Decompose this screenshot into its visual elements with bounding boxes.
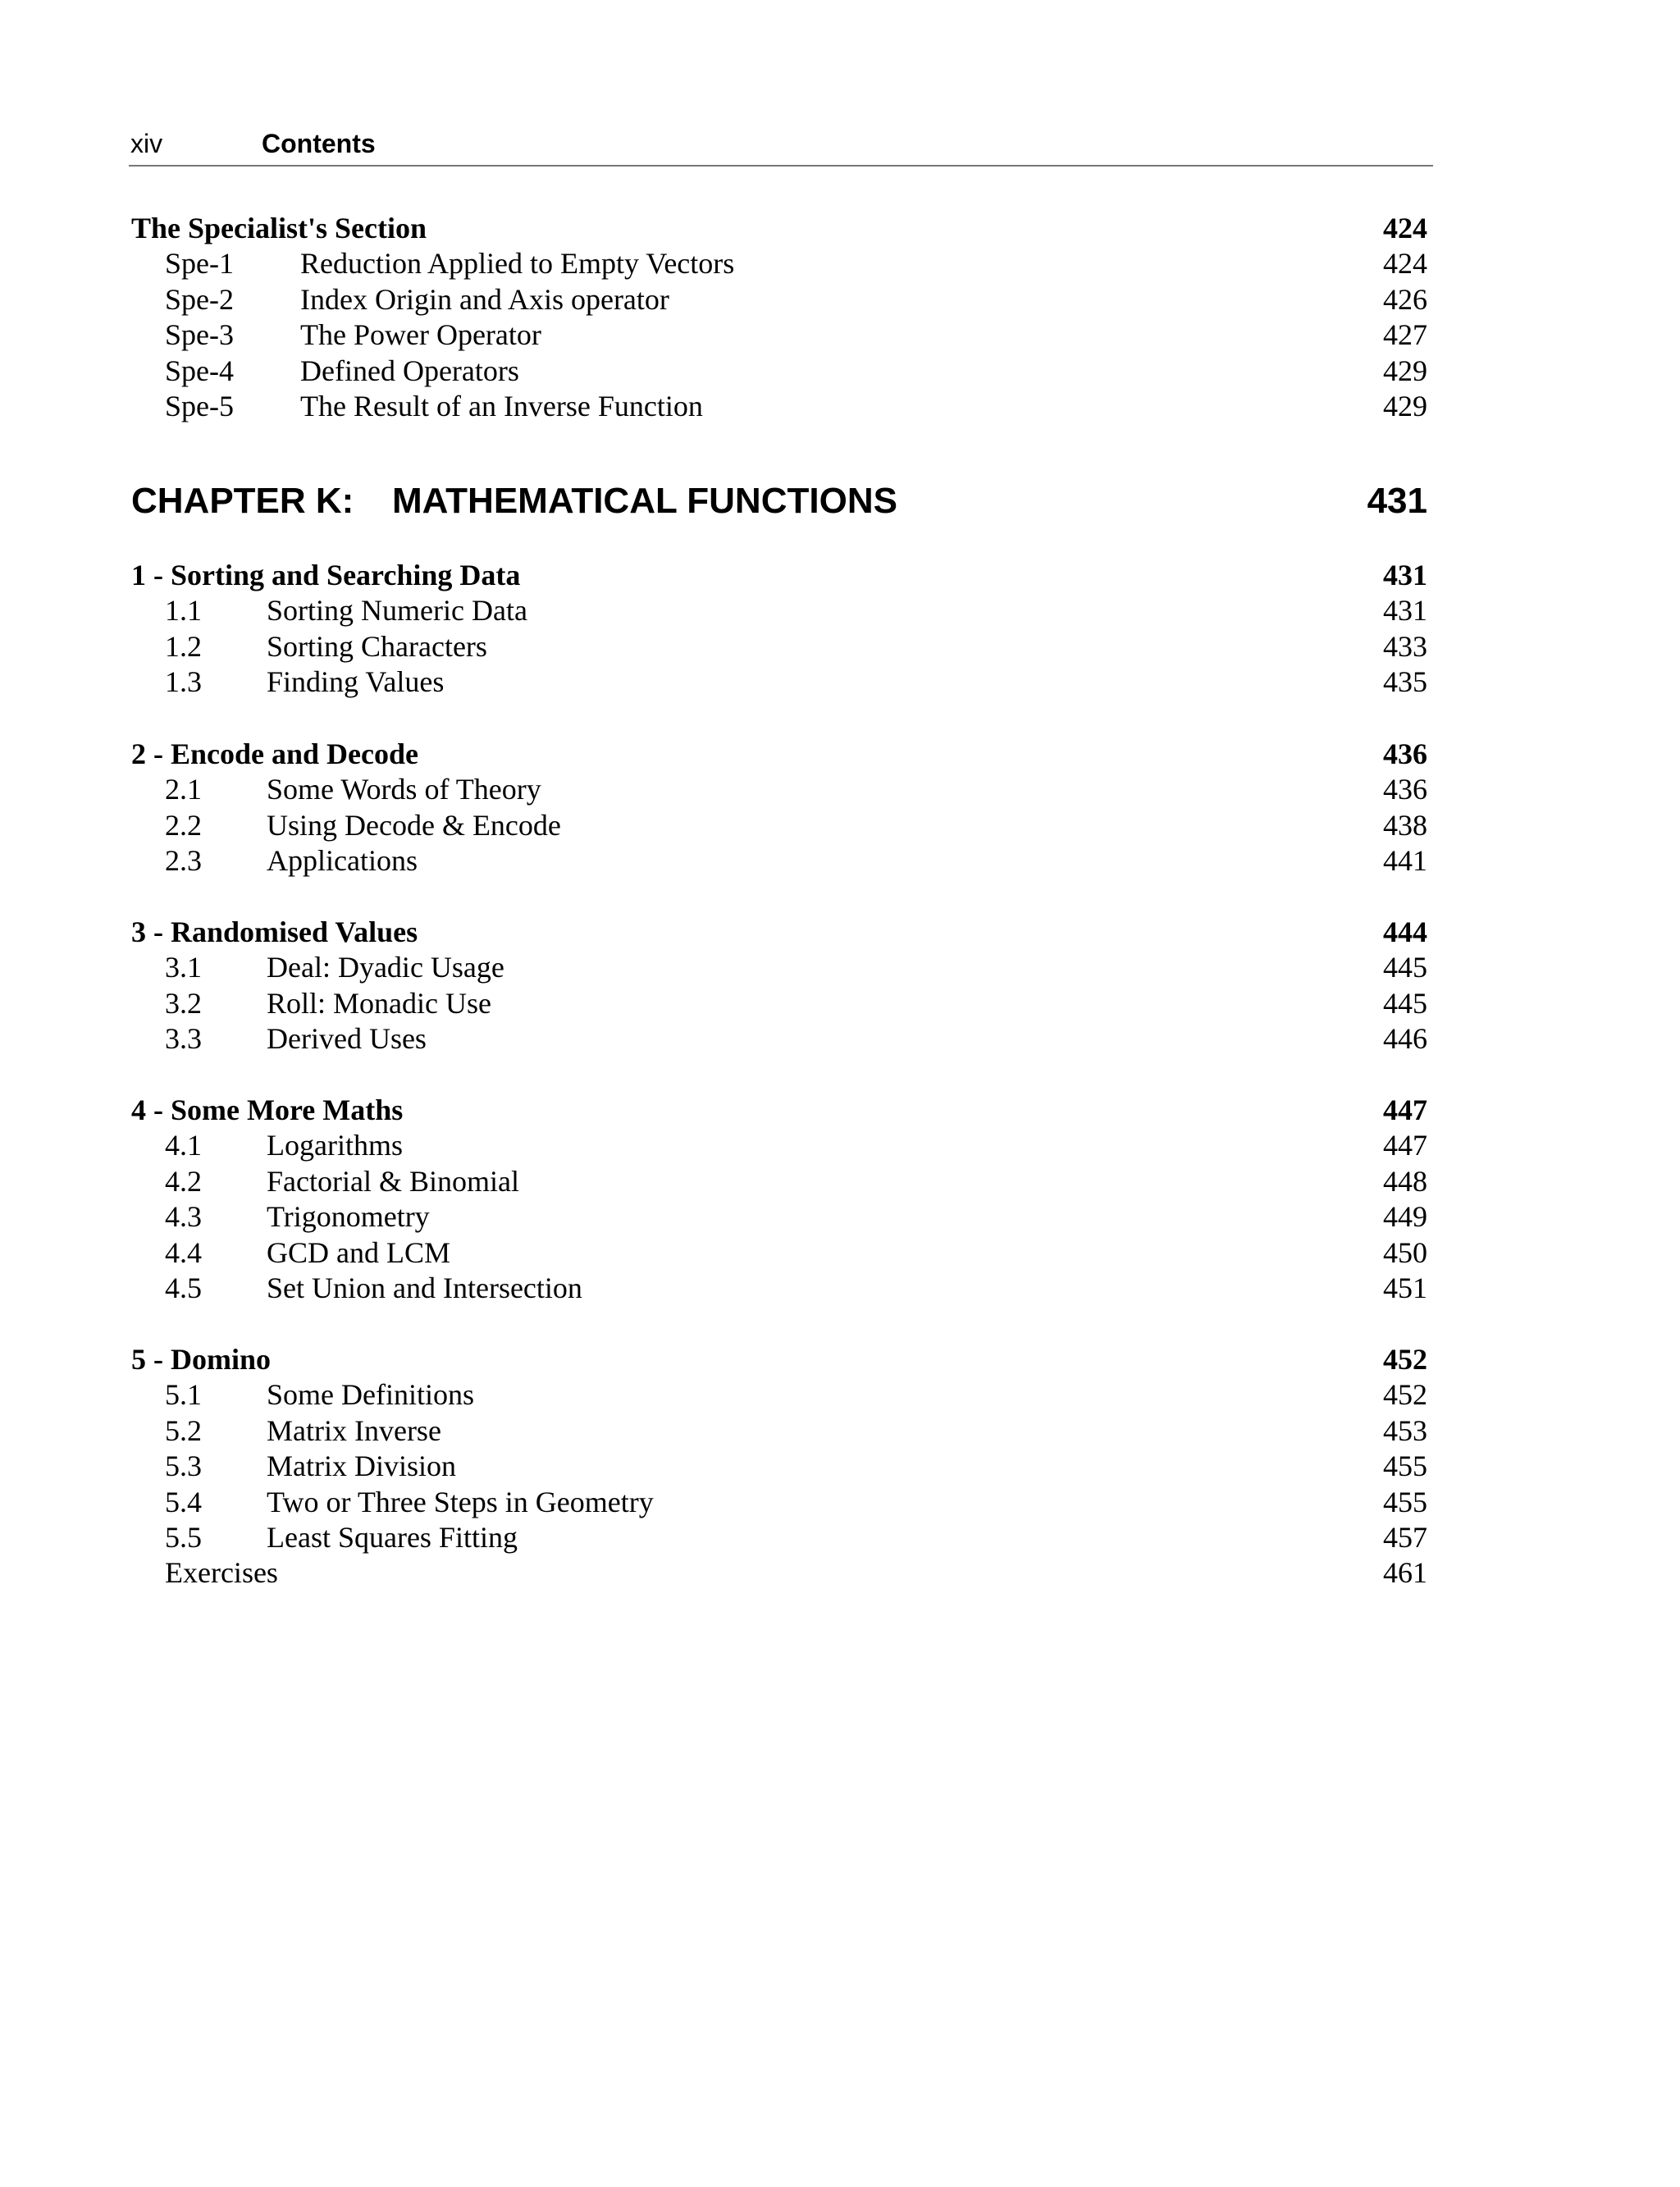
running-title: Contents [262, 129, 376, 158]
toc-section-heading [131, 1093, 1427, 1128]
chapter-title: MATHEMATICAL FUNCTIONS [392, 481, 897, 521]
toc-entry-number: Spe-5 [165, 389, 234, 422]
toc-page-number: 453 [1383, 1413, 1427, 1447]
toc-entry-number: 4.5 [165, 1271, 202, 1304]
toc-section-title: 1 - Sorting and Searching Data [131, 559, 521, 591]
toc-page-number: 455 [1383, 1450, 1427, 1483]
toc-entry-title: Set Union and Intersection [267, 1271, 582, 1304]
toc-page-number: 447 [1383, 1129, 1427, 1162]
toc-entry-number: 4.2 [165, 1164, 202, 1198]
toc-entry-title: Reduction Applied to Empty Vectors [300, 247, 735, 281]
toc-page-number: 451 [1383, 1271, 1427, 1304]
toc-entry-number: 1.2 [165, 629, 202, 663]
toc-entry-number: Spe-3 [165, 318, 234, 352]
toc-entry-number: 3.2 [165, 986, 202, 1020]
toc-entry [131, 1520, 1427, 1555]
toc-page-number: 450 [1383, 1235, 1427, 1269]
toc-section-4 [131, 1093, 1427, 1306]
toc-entry-title: Applications [267, 844, 418, 878]
toc-entry-title: Factorial & Binomial [267, 1164, 519, 1198]
toc-page-number: 436 [1383, 773, 1427, 806]
toc-page-number: 445 [1383, 951, 1427, 984]
toc-page-number: 429 [1383, 389, 1427, 422]
toc-entry [131, 1021, 1427, 1057]
toc-page-number: 455 [1383, 1485, 1427, 1518]
toc-entry-number: 5.4 [165, 1485, 202, 1518]
toc-page-number: 429 [1383, 354, 1427, 387]
toc-entry-title: Trigonometry [267, 1200, 430, 1234]
toc-page-number: 431 [1383, 559, 1427, 591]
toc-section-title: 5 - Domino [131, 1343, 271, 1376]
toc-entry-title: Roll: Monadic Use [267, 986, 491, 1020]
toc-entry [131, 808, 1427, 843]
toc-entry-title: GCD and LCM [267, 1235, 450, 1269]
chapter-heading [131, 478, 1427, 524]
toc-entry [131, 317, 1427, 353]
toc-entry-title: Using Decode & Encode [267, 808, 561, 842]
toc-entry-title: Matrix Division [267, 1450, 456, 1483]
toc-page-number: 452 [1383, 1378, 1427, 1412]
toc-page-number: 424 [1383, 247, 1427, 281]
toc-entry-title: Matrix Inverse [267, 1413, 441, 1447]
toc-section-heading [131, 211, 1427, 246]
toc-page-number: 457 [1383, 1520, 1427, 1554]
toc-page-number: 452 [1383, 1343, 1427, 1376]
toc-entry [131, 664, 1427, 700]
toc-section-3 [131, 915, 1427, 1057]
toc-page-number: 448 [1383, 1164, 1427, 1198]
toc-section-heading [131, 915, 1427, 950]
toc-entry [131, 1235, 1427, 1271]
toc-section-heading [131, 737, 1427, 772]
toc-entry-number: 2.1 [165, 773, 202, 806]
toc-page-number: 441 [1383, 844, 1427, 878]
toc-entry [131, 772, 1427, 807]
toc-entry-title: Two or Three Steps in Geometry [267, 1485, 654, 1518]
toc-section-5 [131, 1342, 1427, 1591]
toc-page-number: 426 [1383, 282, 1427, 316]
toc-page-number: 436 [1383, 737, 1427, 770]
toc-entry-number: 1.3 [165, 665, 202, 699]
toc-section-heading [131, 558, 1427, 593]
toc-entry-number: 5.5 [165, 1520, 202, 1554]
toc-page-number: 438 [1383, 808, 1427, 842]
specialist-section [131, 211, 1427, 424]
toc-page-number: 445 [1383, 986, 1427, 1020]
toc-entry [131, 354, 1427, 389]
toc-entry-title: Logarithms [267, 1129, 403, 1162]
toc-entry-number: 3.1 [165, 951, 202, 984]
toc-entry-title: Defined Operators [300, 354, 519, 387]
toc-entry-title: Exercises [165, 1556, 278, 1590]
toc-entry [131, 1413, 1427, 1449]
toc-page-number: 435 [1383, 665, 1427, 699]
toc-entry [131, 593, 1427, 628]
toc-section-title: 3 - Randomised Values [131, 915, 418, 948]
toc-page-number: 461 [1383, 1556, 1427, 1590]
toc-page-number: 427 [1383, 318, 1427, 352]
toc-entry [131, 950, 1427, 985]
toc-page-number: 424 [1383, 212, 1427, 244]
toc-entry [131, 986, 1427, 1021]
toc-entry-number: 3.3 [165, 1022, 202, 1056]
page-number: xiv [130, 129, 163, 158]
toc-entry-number: 4.4 [165, 1235, 202, 1269]
toc-entry-title: Deal: Dyadic Usage [267, 951, 504, 984]
toc-page-number: 444 [1383, 915, 1427, 948]
toc-page-number: 449 [1383, 1200, 1427, 1234]
toc-page-number: 431 [1383, 594, 1427, 628]
toc-section-heading [131, 1342, 1427, 1377]
toc-entry [131, 629, 1427, 664]
toc-entry-number: 4.3 [165, 1200, 202, 1234]
toc-page-number: 446 [1383, 1022, 1427, 1056]
toc-entry-number: 1.1 [165, 594, 202, 628]
chapter-label: CHAPTER K: [131, 481, 354, 521]
toc-entry [131, 1485, 1427, 1520]
toc-entry [131, 843, 1427, 879]
toc-entry-title: Some Definitions [267, 1378, 474, 1412]
toc-entry [131, 1128, 1427, 1163]
toc-page-number: 447 [1383, 1094, 1427, 1126]
toc-entry [131, 1271, 1427, 1306]
toc-entry-number: 2.3 [165, 844, 202, 878]
toc-entry-title: Derived Uses [267, 1022, 427, 1056]
toc-section-1 [131, 558, 1427, 701]
toc-page-number: 433 [1383, 629, 1427, 663]
toc-entry-title: The Power Operator [300, 318, 541, 352]
toc-entry-title: The Result of an Inverse Function [300, 389, 703, 422]
toc-entry-title: Sorting Numeric Data [267, 594, 527, 628]
page-header [129, 127, 1433, 167]
toc-entry-title: Least Squares Fitting [267, 1520, 518, 1554]
toc-entry [131, 389, 1427, 424]
toc-entry-number: Spe-4 [165, 354, 234, 387]
chapter-page-number: 431 [1367, 481, 1427, 521]
toc-entry-exercises [131, 1555, 1427, 1591]
toc-entry-number: 5.3 [165, 1450, 202, 1483]
toc-entry-number: Spe-1 [165, 247, 234, 281]
toc-entry-number: 4.1 [165, 1129, 202, 1162]
toc-entry [131, 1449, 1427, 1484]
toc-entry [131, 1377, 1427, 1413]
toc-entry [131, 246, 1427, 281]
toc-section-title: 2 - Encode and Decode [131, 737, 418, 770]
toc-section-title: The Specialist's Section [131, 212, 427, 244]
toc-entry [131, 1199, 1427, 1235]
toc-entry [131, 282, 1427, 317]
toc-section-2 [131, 737, 1427, 879]
toc-entry-number: 2.2 [165, 808, 202, 842]
toc-entry-title: Index Origin and Axis operator [300, 282, 669, 316]
toc-section-title: 4 - Some More Maths [131, 1094, 404, 1126]
toc-entry-title: Some Words of Theory [267, 773, 541, 806]
toc-entry [131, 1164, 1427, 1199]
toc-entry-number: 5.2 [165, 1413, 202, 1447]
toc-entry-number: 5.1 [165, 1378, 202, 1412]
toc-entry-title: Finding Values [267, 665, 445, 699]
toc-entry-title: Sorting Characters [267, 629, 487, 663]
toc-entry-number: Spe-2 [165, 282, 234, 316]
